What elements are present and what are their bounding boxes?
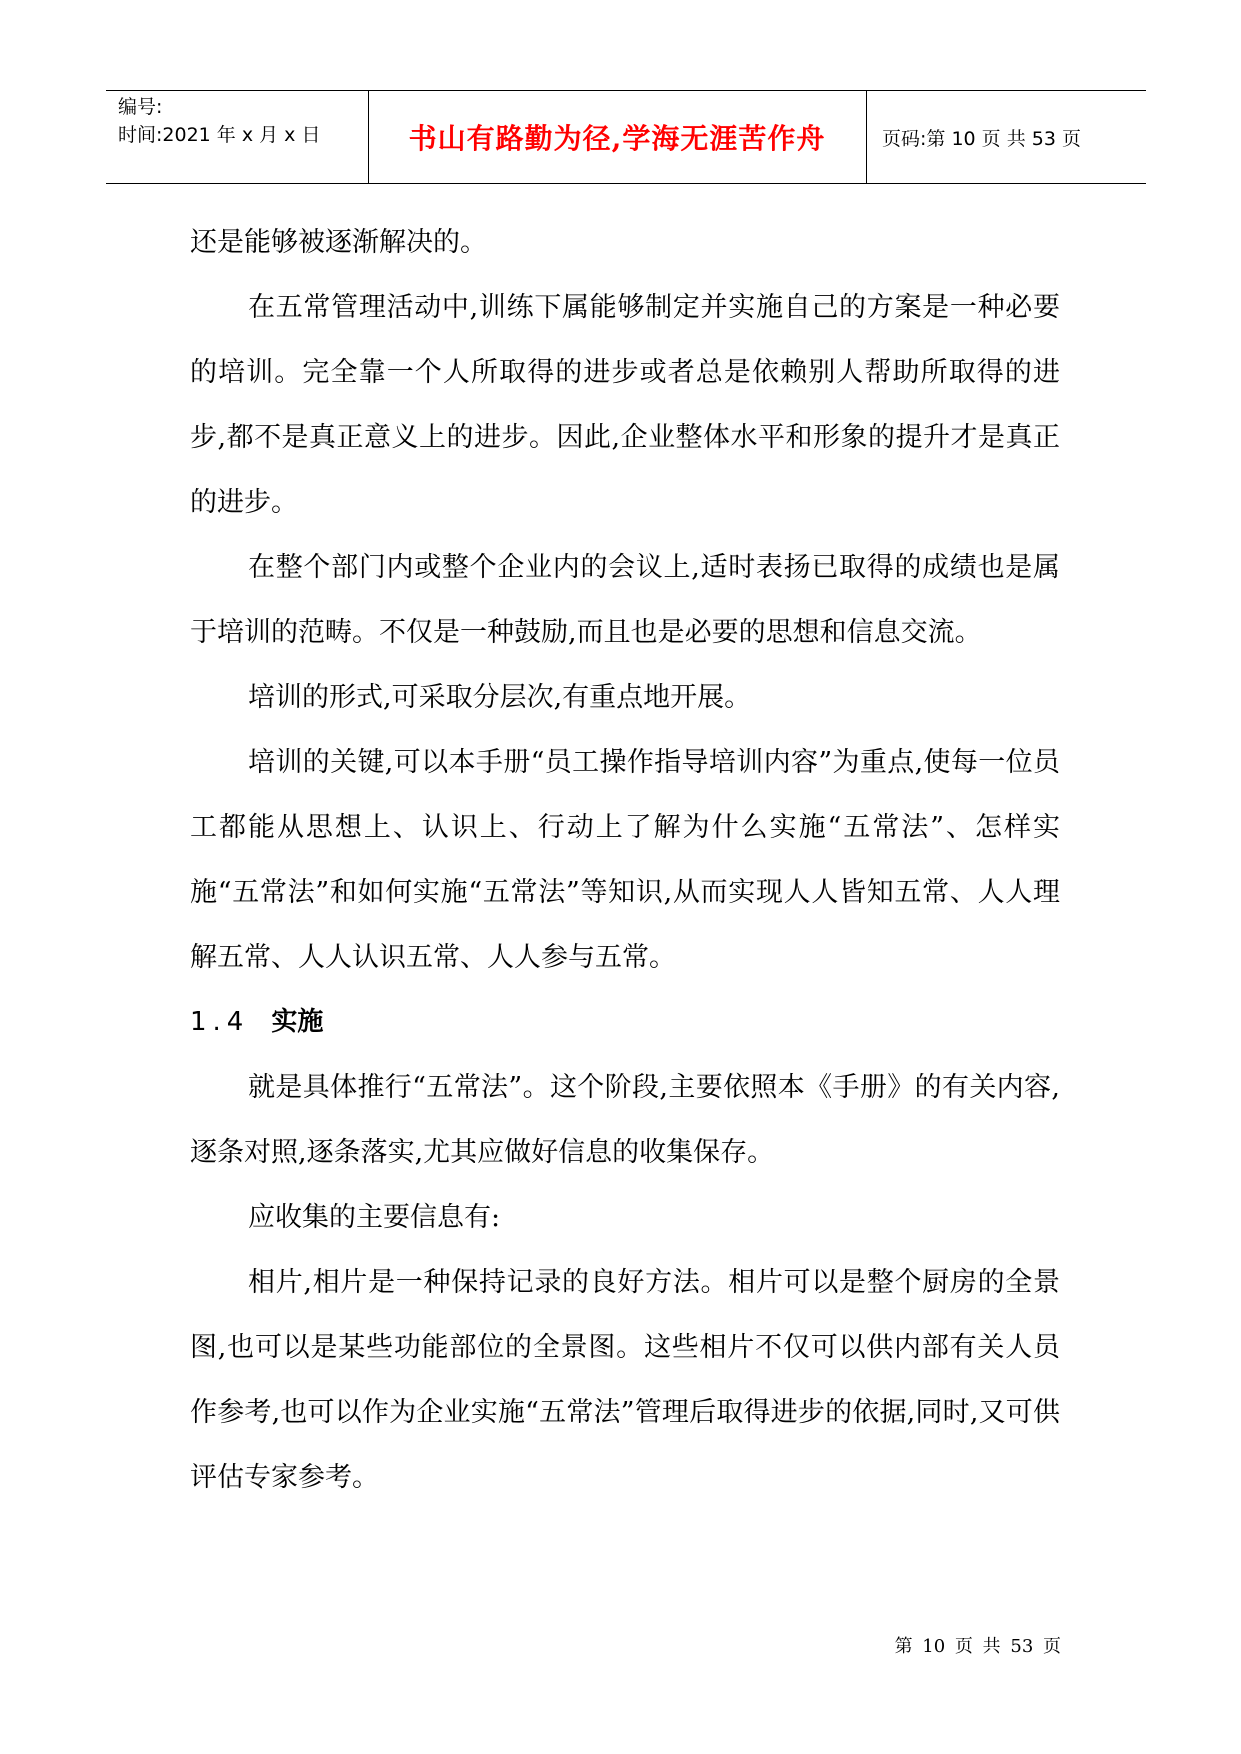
page-footer: 第 10 页 共 53 页 xyxy=(894,1636,1061,1657)
paragraph-training-form: 培训的形式,可采取分层次,有重点地开展。 xyxy=(248,682,752,713)
paragraph-training-plan: 在五常管理活动中,训练下属能够制定并实施自己的方案是一种必要的培训。完全靠一个人所取得的进步或者总是依赖别人帮助所取得的进步,都不是真正意义上的进步。因此,企业整体水平和形象的提升才是真正的进步。 xyxy=(190,292,1060,518)
header-divider-left xyxy=(368,91,369,183)
serial-number-label: 编号: xyxy=(118,96,163,118)
document-body xyxy=(190,210,1060,1510)
section-title: 实施 xyxy=(271,1007,324,1037)
paragraph-implementation: 就是具体推行“五常法”。这个阶段,主要依照本《手册》的有关内容,逐条对照,逐条落实,尤其应做好信息的收集保存。 xyxy=(190,1072,1060,1168)
page-header xyxy=(106,90,1146,184)
header-meta xyxy=(118,93,368,149)
time-label: 时间:2021 年 x 月 x 日 xyxy=(118,124,321,146)
paragraph-training-key: 培训的关键,可以本手册“员工操作指导培训内容”为重点,使每一位员工都能从思想上、认识上、行动上了解为什么实施“五常法”、怎样实施“五常法”和如何实施“五常法”等知识,从而实现人人皆知五常、人人理解五常、人人认识五常、人人参与五常。 xyxy=(190,747,1060,973)
header-motto: 书山有路勤为径,学海无涯苦作舟 xyxy=(408,122,826,155)
section-number: 1.4 xyxy=(190,1007,250,1037)
paragraph-info-intro: 应收集的主要信息有: xyxy=(248,1202,501,1233)
paragraph-meeting-praise: 在整个部门内或整个企业内的会议上,适时表扬已取得的成绩也是属于培训的范畴。不仅是一种鼓励,而且也是必要的思想和信息交流。 xyxy=(190,552,1060,648)
header-divider-right xyxy=(866,91,867,183)
paragraph-photos: 相片,相片是一种保持记录的良好方法。相片可以是整个厨房的全景图,也可以是某些功能部位的全景图。这些相片不仅可以供内部有关人员作参考,也可以作为企业实施“五常法”管理后取得进步的依据,同时,又可供评估专家参考。 xyxy=(190,1267,1060,1493)
header-page-info: 页码:第 10 页 共 53 页 xyxy=(882,127,1081,150)
paragraph-continuation: 还是能够被逐渐解决的。 xyxy=(190,227,487,258)
section-heading xyxy=(190,990,1060,1055)
